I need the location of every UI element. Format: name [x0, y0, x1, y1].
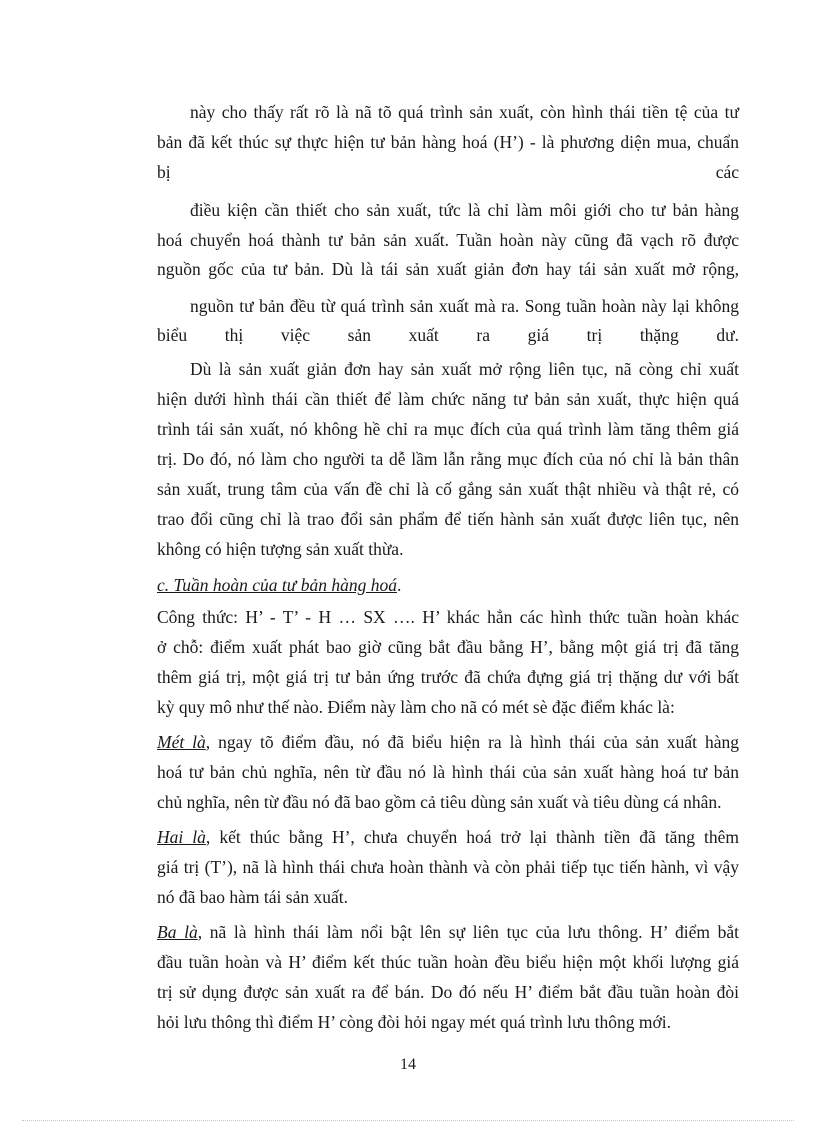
text-line: điều kiện cần thiết cho sản xuất, tức là chỉ làm môi giới cho tư bản hàng: [190, 200, 739, 220]
text-line: [157, 324, 739, 346]
point-first-line: [157, 731, 739, 753]
point-first-line: [157, 921, 739, 943]
point-text: , nã là hình thái làm nổi bật lên sự liên tục của lưu thông. H’ điểm bắt: [197, 922, 739, 942]
text-line: kỳ quy mô như thế nào. Điểm này làm cho nã có mét sè đặc điểm khác là:: [157, 697, 675, 717]
page-number: 14: [400, 1056, 416, 1073]
word: sản: [347, 325, 371, 345]
text-line: hoá chuyển hoá thành tư bản sản xuất. Tuần hoàn này cũng đã vạch rõ được: [157, 230, 739, 250]
point-label: Ba là: [157, 922, 198, 942]
text-line: thêm giá trị, một giá trị tư bản ứng trước đã chứa đựng giá trị thặng dư với bất: [157, 667, 739, 687]
text-line: Công thức: H’ - T’ - H … SX …. H’ khác hẳn các hình thức tuần hoàn khác: [157, 607, 739, 627]
word: trị: [586, 325, 603, 345]
text-line: nguồn tư bản đều từ quá trình sản xuất mà ra. Song tuần hoàn này lại không: [190, 296, 739, 316]
point-text: , kết thúc bằng H’, chưa chuyển hoá trở lại thành tiền đã tăng thêm: [205, 827, 739, 847]
word: dư.: [716, 325, 739, 345]
text-line: trao đổi cũng chỉ là trao đổi sản phẩm để tiến hành sản xuất được liên tục, nên: [157, 509, 739, 529]
text-line: trị sử dụng được sản xuất ra để bán. Do đó nếu H’ điểm bắt đầu tuần hoàn đòi: [157, 982, 739, 1002]
text-line: [157, 161, 739, 183]
section-heading-period: .: [396, 575, 402, 595]
text-line: nó đã bao hàm tái sản xuất.: [157, 887, 348, 907]
text-line: ở chỗ: điểm xuất phát bao giờ cũng bắt đầu bằng H’, bằng một giá trị đã tăng: [157, 637, 739, 657]
word: thị: [224, 325, 244, 345]
text-line: đầu tuần hoàn và H’ điểm kết thúc tuần hoàn đều biểu hiện một khối lượng giá: [157, 952, 739, 972]
word: xuất: [408, 325, 439, 345]
page-bottom-divider: [22, 1120, 794, 1121]
text-line: không có hiện tượng sản xuất thừa.: [157, 539, 404, 559]
word: bị: [157, 162, 171, 182]
text-line: hoá tư bản chủ nghĩa, nên từ đầu nó là hình thái của sản xuất hàng hoá tư bản: [157, 762, 739, 782]
text-line: chủ nghĩa, nên từ đầu nó đã bao gồm cả tiêu dùng sản xuất và tiêu dùng cá nhân.: [157, 792, 722, 812]
section-heading-text: c. Tuần hoàn của tư bản hàng hoá: [157, 575, 397, 595]
word: các: [715, 162, 739, 182]
text-line: trình tái sản xuất, nó không hề chỉ ra mục đích của quá trình làm tăng thêm giá: [157, 419, 739, 439]
text-line: nguồn gốc của tư bản. Dù là tái sản xuất giản đơn hay tái sản xuất mở rộng,: [157, 259, 739, 279]
section-heading: [157, 574, 739, 596]
text-line: hiện dưới hình thái cần thiết để làm chức năng tư bản sản xuất, thực hiện quá: [157, 389, 739, 409]
point-label: Hai là: [157, 827, 206, 847]
word: giá: [527, 325, 549, 345]
word: biểu: [157, 325, 188, 345]
word: việc: [280, 325, 311, 345]
text-line: bản đã kết thúc sự thực hiện tư bản hàng hoá (H’) - là phương diện mua, chuẩn: [157, 132, 739, 152]
text-line: trị. Do đó, nó làm cho người ta dễ lầm lẫn rằng mục đích của nó chỉ là bản thân: [157, 449, 739, 469]
point-first-line: [157, 826, 739, 848]
point-label: Mét là: [157, 732, 206, 752]
text-line: hỏi lưu thông thì điểm H’ còng đòi hỏi ngay mét quá trình lưu thông mới.: [157, 1012, 671, 1032]
text-line: Dù là sản xuất giản đơn hay sản xuất mở rộng liên tục, nã còng chỉ xuất: [190, 359, 739, 379]
text-line: giá trị (T’), nã là hình thái chưa hoàn thành và còn phải tiếp tục tiến hành, vì vậy: [157, 857, 739, 877]
word: ra: [476, 325, 490, 345]
text-line: này cho thấy rất rõ là nã tõ quá trình sản xuất, còn hình thái tiền tệ của tư: [190, 102, 739, 122]
point-text: , ngay tõ điểm đầu, nó đã biểu hiện ra là hình thái của sản xuất hàng: [205, 732, 739, 752]
word: thặng: [639, 325, 679, 345]
text-line: sản xuất, trung tâm của vấn đề chỉ là cố gắng sản xuất thật nhiều và thật rẻ, có: [157, 479, 739, 499]
